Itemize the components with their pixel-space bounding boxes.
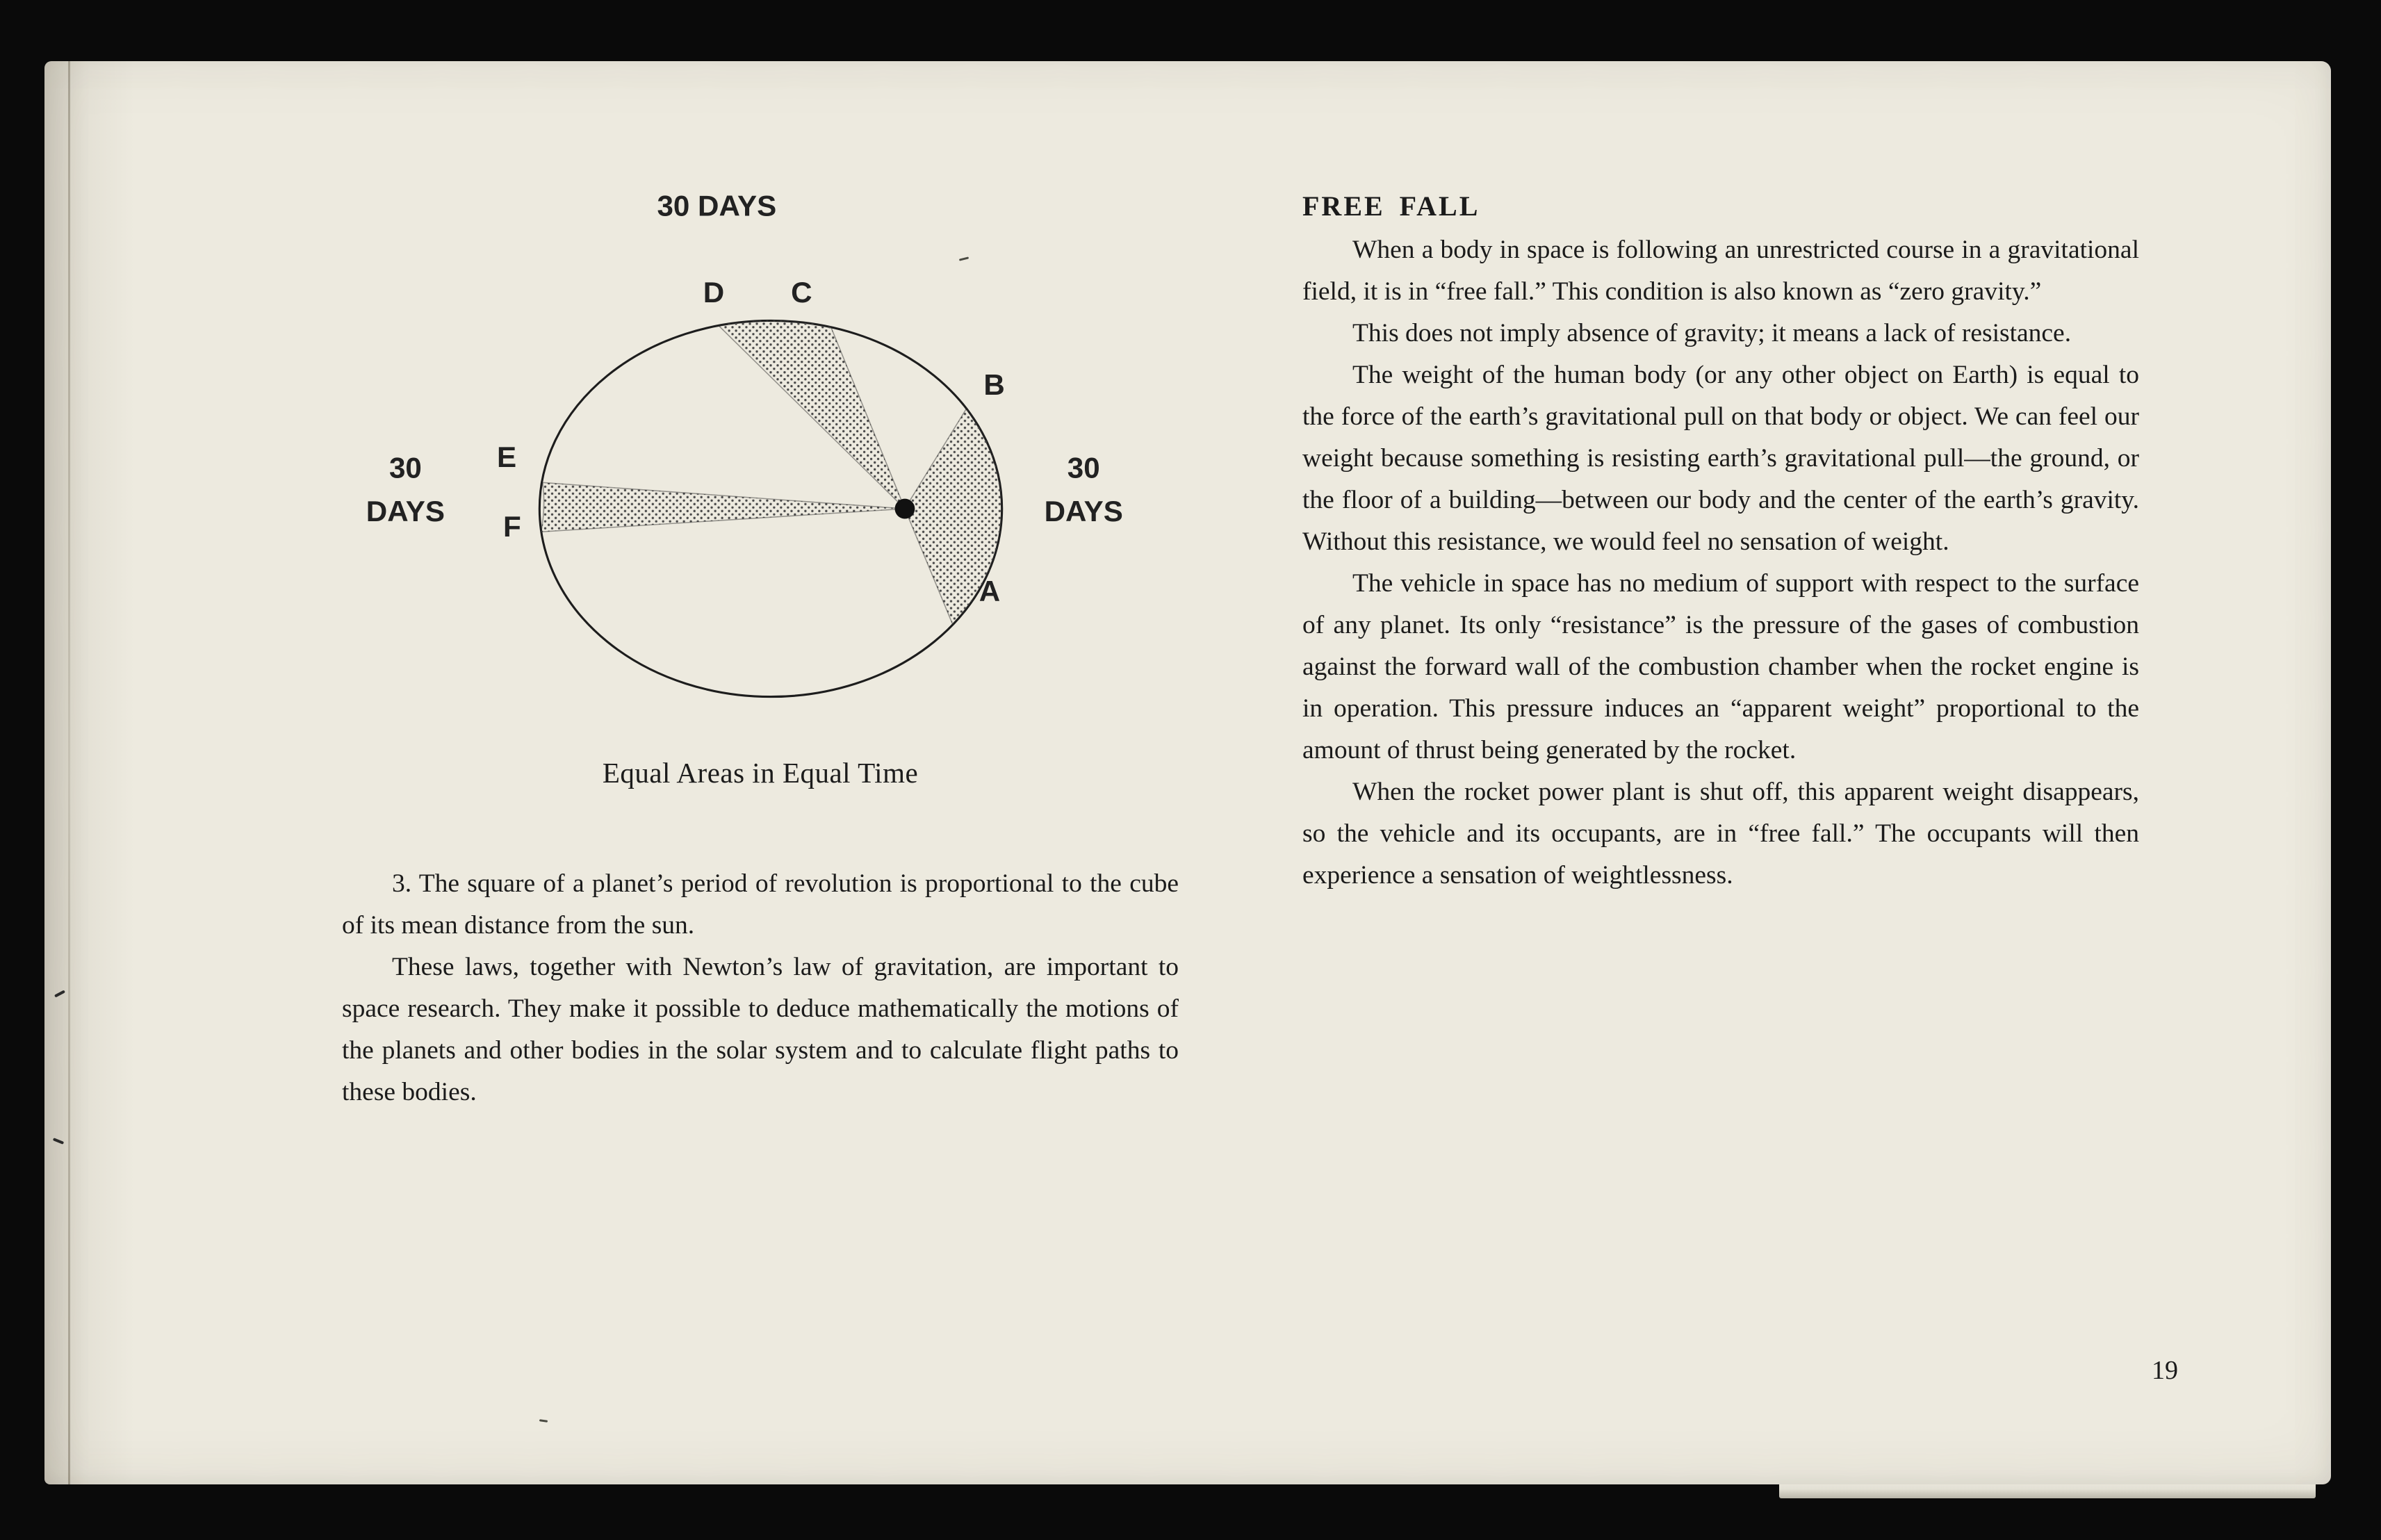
right-text-column <box>1302 183 2139 896</box>
point-label-b: B <box>983 368 1005 401</box>
left-interval-label-line1: 30 <box>388 451 422 484</box>
book-page <box>44 61 2331 1484</box>
focus-sun-dot <box>895 499 915 519</box>
paragraph-weight-explanation: The weight of the human body (or any other object on Earth) is equal to the force of the earth’s gravitational pull on that body or object. We can feel our weight because something is resisting earth’s gravitational pull—the ground, or the floor of a building—between our body and the center of the earth’s gravity. Without this resistance, we would feel no sensation of weight. <box>1302 361 2139 556</box>
point-label-c: C <box>791 275 812 309</box>
paragraph-vehicle-in-space: The vehicle in space has no medium of support with respect to the surface of any planet. Its only “resistance” is the pressure of the gases of combustion against the forward wall of the combustion chamber when the rocket engine is in operation. This pressure induces an “apparent weight” proportional to the amount of thrust being generated by the rocket. <box>1302 569 2139 764</box>
right-interval-label-line2: DAYS <box>1044 494 1123 527</box>
swept-area-c-d <box>719 320 905 509</box>
equal-areas-diagram <box>339 170 1202 755</box>
spine-crease <box>68 61 70 1484</box>
point-label-f: F <box>502 509 521 543</box>
paragraph-weightlessness: When the rocket power plant is shut off, this apparent weight disappears, so the vehicle and its occupants, are in “free fall.” The occupants will then experience a sensation of weightlessness. <box>1302 778 2139 890</box>
ink-speck <box>539 1419 548 1423</box>
figure-caption: Equal Areas in Equal Time <box>602 757 919 789</box>
point-label-e: E <box>496 441 517 474</box>
point-label-a: A <box>979 575 1001 608</box>
top-interval-label: 30 DAYS <box>657 189 777 222</box>
swept-area-e-f <box>541 482 905 532</box>
left-interval-label-line2: DAYS <box>366 494 445 527</box>
right-interval-label-line1: 30 <box>1067 451 1100 484</box>
point-label-d: D <box>703 275 725 309</box>
paragraph-free-fall-intro: When a body in space is following an unrestricted course in a gravitational field, it is in “free fall.” This condition is also known as “zero gravity.” <box>1302 236 2139 306</box>
paragraph-lack-of-resistance: This does not imply absence of gravity; it means a lack of resistance. <box>1352 319 2072 347</box>
section-heading-free-fall: FREE FALL <box>1302 190 1480 222</box>
left-text-column <box>342 863 1179 1113</box>
page-number: 19 <box>2152 1356 2178 1385</box>
paragraph-keplers-third-law: 3. The square of a planet’s period of revolution is proportional to the cube of its mean distance from the sun. <box>342 869 1179 940</box>
spine-shadow <box>44 61 135 1484</box>
paragraph-laws-importance: These laws, together with Newton’s law of gravitation, are important to space research. They make it possible to deduce mathematically the motions of the planets and other bodies in the solar system and to calculate flight paths to these bodies. <box>342 953 1179 1106</box>
